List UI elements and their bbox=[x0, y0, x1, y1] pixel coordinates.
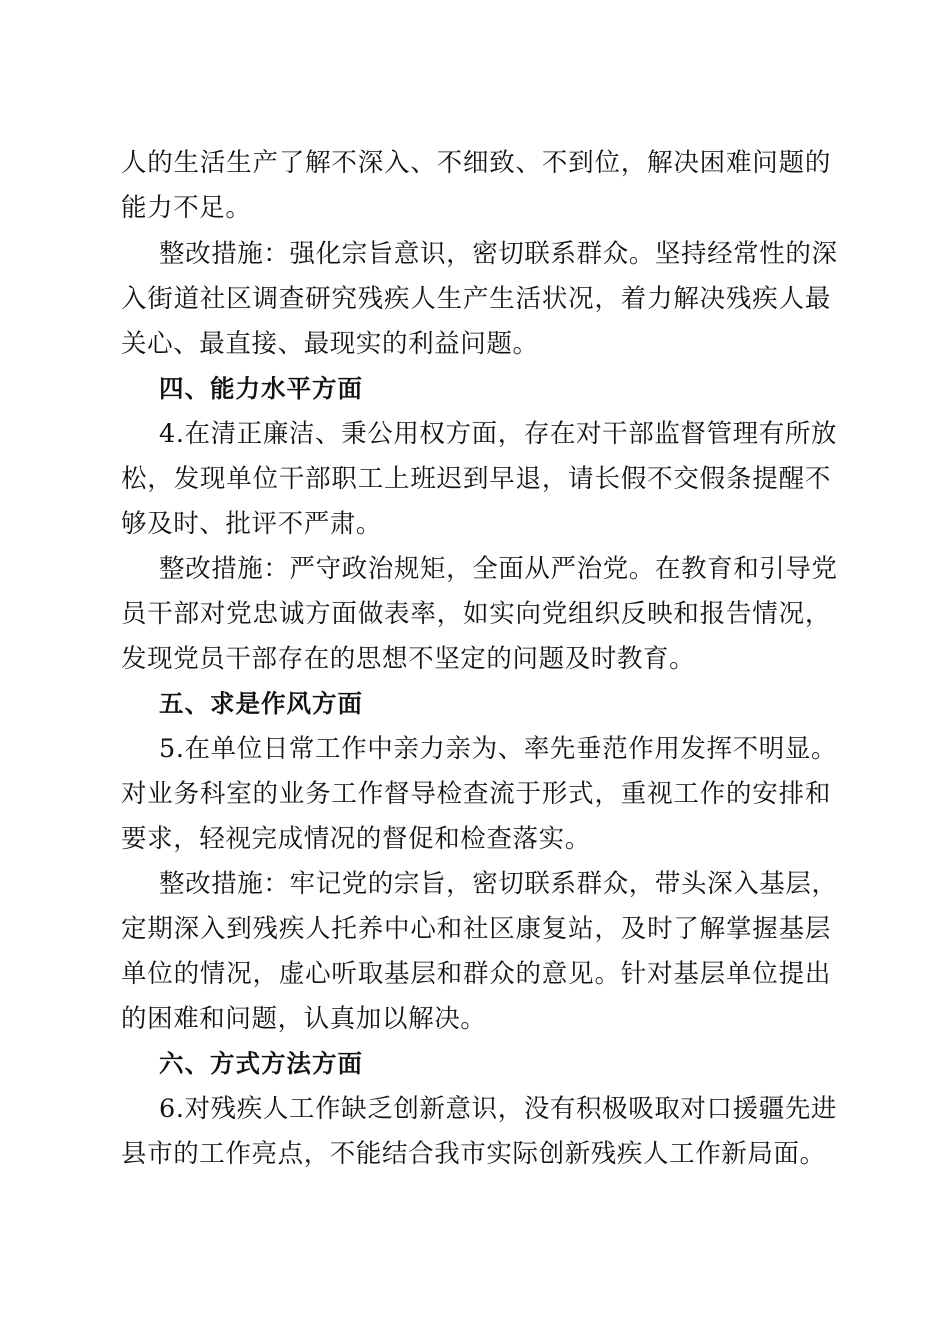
paragraph-line: 员干部对党忠诚方面做表率，如实向党组织反映和报告情况， bbox=[121, 599, 831, 629]
paragraph-line: 6.对残疾人工作缺乏创新意识，没有积极吸取对口援疆先进 bbox=[159, 1094, 838, 1124]
section-heading: 六、方式方法方面 bbox=[159, 1049, 363, 1078]
section-heading: 五、求是作风方面 bbox=[159, 689, 363, 718]
paragraph-line: 能力不足。 bbox=[121, 193, 252, 223]
paragraph-line: 定期深入到残疾人托养中心和社区康复站，及时了解掌握基层 bbox=[121, 914, 831, 944]
paragraph-line: 够及时、批评不严肃。 bbox=[121, 509, 383, 539]
paragraph-line: 整改措施：强化宗旨意识，密切联系群众。坚持经常性的深 bbox=[159, 239, 838, 269]
paragraph-line: 的困难和问题，认真加以解决。 bbox=[121, 1004, 487, 1034]
paragraph-line: 单位的情况，虚心听取基层和群众的意见。针对基层单位提出 bbox=[121, 959, 831, 989]
paragraph-line: 松，发现单位干部职工上班迟到早退，请长假不交假条提醒不 bbox=[121, 464, 831, 494]
paragraph-line: 要求，轻视完成情况的督促和检查落实。 bbox=[121, 824, 591, 854]
paragraph-line: 整改措施：牢记党的宗旨，密切联系群众，带头深入基层， bbox=[159, 869, 838, 899]
paragraph-line: 人的生活生产了解不深入、不细致、不到位，解决困难问题的 bbox=[121, 148, 831, 178]
paragraph-line: 5.在单位日常工作中亲力亲为、率先垂范作用发挥不明显。 bbox=[159, 734, 838, 764]
paragraph-line: 对业务科室的业务工作督导检查流于形式，重视工作的安排和 bbox=[121, 779, 831, 809]
section-heading: 四、能力水平方面 bbox=[159, 374, 363, 403]
paragraph-line: 整改措施：严守政治规矩，全面从严治党。在教育和引导党 bbox=[159, 554, 838, 584]
paragraph-line: 发现党员干部存在的思想不坚定的问题及时教育。 bbox=[121, 644, 696, 674]
paragraph-line: 入街道社区调查研究残疾人生产生活状况，着力解决残疾人最 bbox=[121, 284, 831, 314]
paragraph-line: 县市的工作亮点，不能结合我市实际创新残疾人工作新局面。 bbox=[121, 1139, 826, 1169]
paragraph-line: 关心、最直接、最现实的利益问题。 bbox=[121, 329, 539, 359]
paragraph-line: 4.在清正廉洁、秉公用权方面，存在对干部监督管理有所放 bbox=[159, 419, 838, 449]
